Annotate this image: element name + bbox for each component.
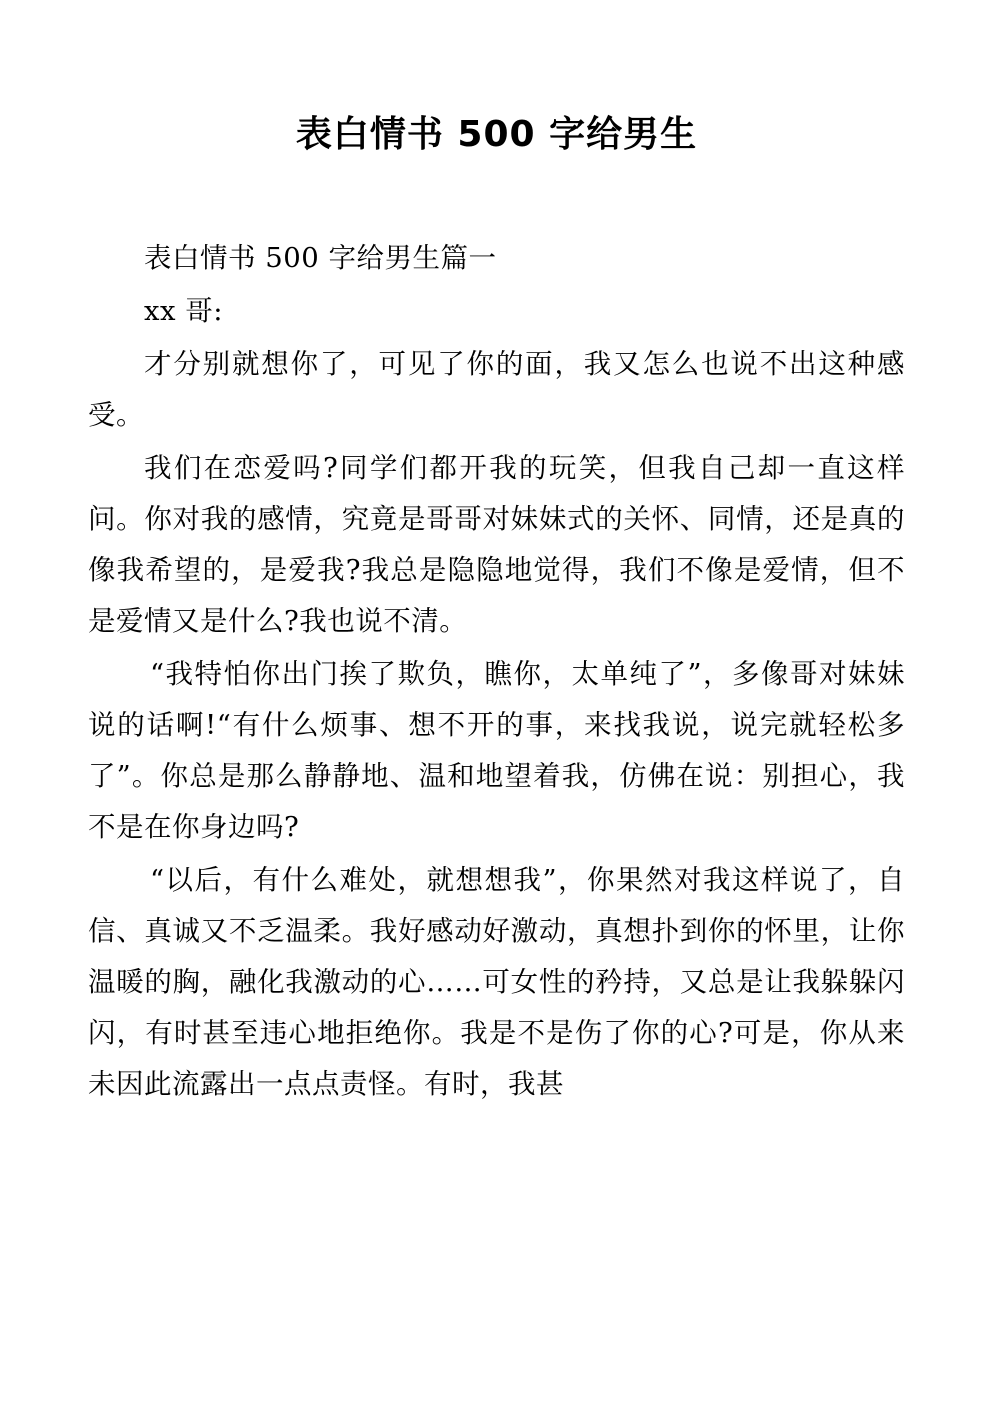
paragraph-4: “以后，有什么难处，就想想我”，你果然对我这样说了，自信、真诚又不乏温柔。我好感动好激动，真想扑到你的怀里，让你温暖的胸，融化我激动的心……可女性的矜持，又总是让我躲躲闪闪，有时甚至违心地拒绝你。我是不是伤了你的心?可是，你从来未因此流露出一点点责怪。有时，我甚 bbox=[88, 863, 905, 1100]
paragraph-3: “我特怕你出门挨了欺负，瞧你，太单纯了”，多像哥对妹妹说的话啊!“有什么烦事、想不开的事，来找我说，说完就轻松多了”。你总是那么静静地、温和地望着我，仿佛在说：别担心，我不是在你身边吗? bbox=[88, 657, 905, 843]
paragraph-2: 我们在恋爱吗?同学们都开我的玩笑，但我自己却一直这样问。你对我的感情，究竟是哥哥对妹妹式的关怀、同情，还是真的像我希望的，是爱我?我总是隐隐地觉得，我们不像是爱情，但不是爱情又是什么?我也说不清。 bbox=[88, 451, 905, 637]
section-heading-line: 表白情书 500 字给男生篇一 bbox=[144, 241, 497, 274]
salutation-line: xx 哥: bbox=[144, 294, 224, 327]
page-title: 表白情书 500 字给男生 bbox=[295, 114, 698, 155]
paragraph-1: 才分别就想你了，可见了你的面，我又怎么也说不出这种感受。 bbox=[88, 347, 905, 431]
document-body bbox=[88, 233, 905, 1110]
